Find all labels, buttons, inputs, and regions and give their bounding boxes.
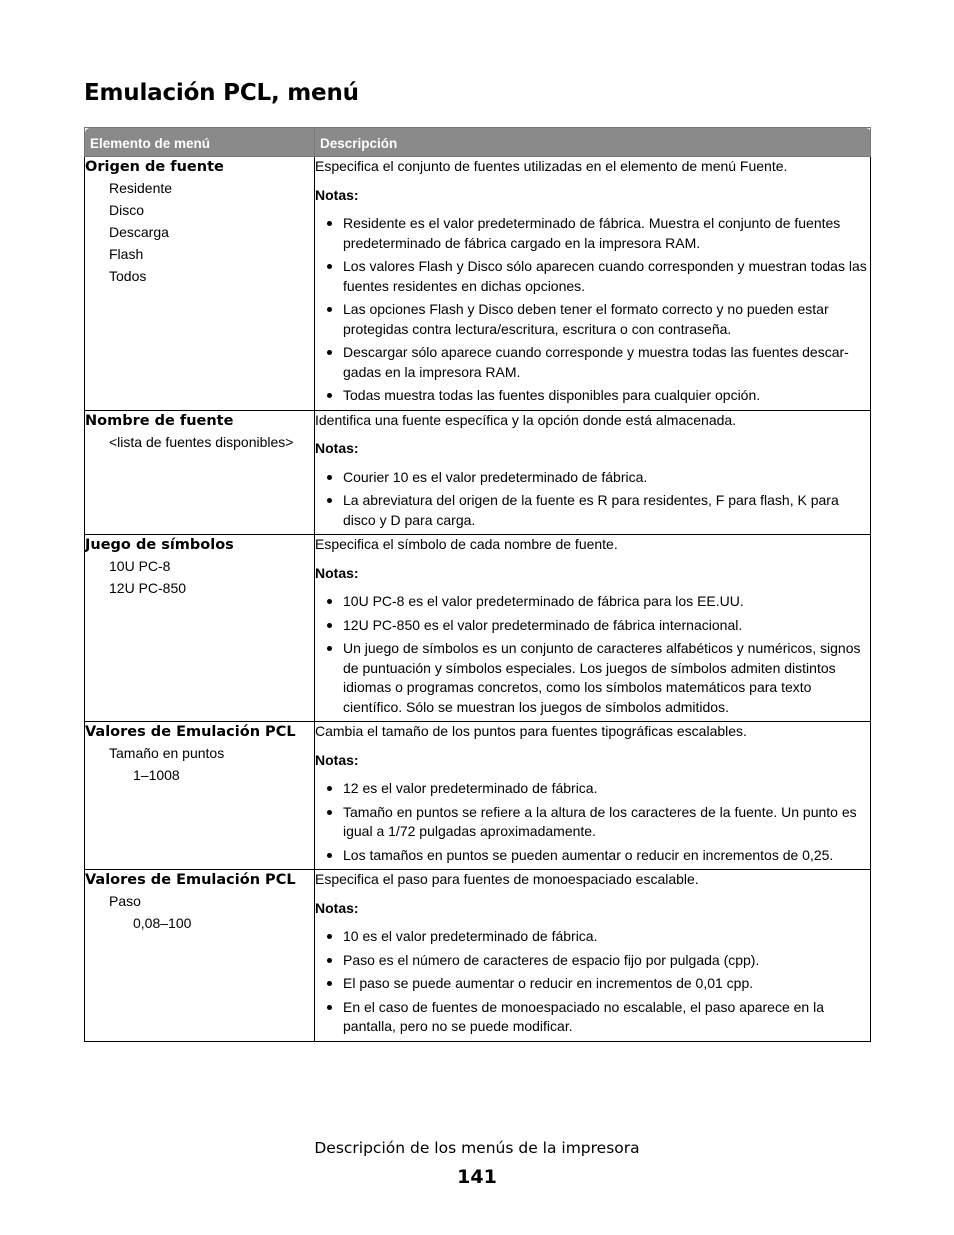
note-text: 10U PC-8 es el valor predeterminado de fábrica para los EE.UU. <box>343 593 744 609</box>
note-text: 12U PC-850 es el valor predeterminado de fábrica internacional. <box>343 616 743 633</box>
notes-list <box>315 927 870 1037</box>
bullet-icon <box>327 599 332 604</box>
description-text: Cambia el tamaño de los puntos para fuentes tipográficas escalables. <box>315 723 747 739</box>
note-text: El paso se puede aumentar o reducir en incrementos de 0,01 cpp. <box>343 975 754 991</box>
note-item <box>315 779 870 799</box>
menu-item-name: Juego de símbolos <box>85 537 234 553</box>
menu-item-name: Valores de Emulación PCL <box>85 872 296 888</box>
bullet-icon <box>327 786 332 791</box>
bullet-icon <box>327 475 332 480</box>
description-cell <box>315 157 871 411</box>
bullet-icon <box>327 350 332 355</box>
menu-item-name: Valores de Emulación PCL <box>85 724 296 740</box>
note-item <box>315 592 870 612</box>
note-item <box>315 951 870 971</box>
notes-list <box>315 592 870 717</box>
menu-option: Disco <box>109 202 145 218</box>
note-item <box>315 639 870 717</box>
note-item <box>315 846 870 866</box>
note-text: Residente es el valor predeterminado de fábrica. Muestra el conjunto de fuentes predeterminado de fábrica cargado en la impresora RAM. <box>343 215 841 251</box>
note-text: Los tamaños en puntos se pueden aumentar o reducir en incrementos de 0,25. <box>343 846 834 863</box>
table-row <box>85 722 871 870</box>
note-item <box>315 616 870 636</box>
note-item <box>315 927 870 947</box>
notes-list <box>315 779 870 865</box>
description-text: Especifica el símbolo de cada nombre de fuente. <box>315 536 618 552</box>
note-item <box>315 468 870 488</box>
bullet-icon <box>327 934 332 939</box>
menu-item-cell <box>85 410 315 535</box>
note-text: Courier 10 es el valor predeterminado de fábrica. <box>343 468 648 485</box>
notes-list <box>315 468 870 531</box>
footer-section-title: Descripción de los menús de la impresora <box>314 1139 640 1157</box>
note-text: 10 es el valor predeterminado de fábrica. <box>343 928 598 944</box>
menu-suboption: 1–1008 <box>133 767 180 783</box>
table-row <box>85 157 871 411</box>
header-description: Descripción <box>315 128 871 157</box>
page-title: Emulación PCL, menú <box>84 80 359 106</box>
table-body <box>85 157 871 1042</box>
note-item <box>315 974 870 994</box>
description-cell <box>315 870 871 1042</box>
menu-table <box>84 127 871 1042</box>
bullet-icon <box>327 307 332 312</box>
bullet-icon <box>327 1005 332 1010</box>
table-header <box>85 128 871 157</box>
bullet-icon <box>327 393 332 398</box>
bullet-icon <box>327 810 332 815</box>
note-text: En el caso de fuentes de monoespaciado no escalable, el paso aparece en la pantalla, pero no se puede modificar. <box>343 998 825 1034</box>
description-text: Especifica el paso para fuentes de monoespaciado escalable. <box>315 871 699 887</box>
note-item <box>315 257 870 296</box>
description-cell <box>315 410 871 535</box>
notes-label: Notas: <box>315 564 359 581</box>
note-text: Todas muestra todas las fuentes disponibles para cualquier opción. <box>343 387 761 403</box>
notes-label: Notas: <box>315 899 359 916</box>
menu-option: Descarga <box>109 224 169 240</box>
bullet-icon <box>327 958 332 963</box>
bullet-icon <box>327 623 332 628</box>
note-item <box>315 300 870 339</box>
menu-option: 12U PC-850 <box>109 580 187 596</box>
table-row <box>85 410 871 535</box>
note-text: La abreviatura del origen de la fuente es R para residentes, F para flash, K para disco y D para carga. <box>343 492 839 528</box>
bullet-icon <box>327 981 332 986</box>
note-item <box>315 491 870 530</box>
note-text: Paso es el número de caracteres de espacio fijo por pulgada (cpp). <box>343 951 760 968</box>
note-text: Un juego de símbolos es un conjunto de caracteres alfabéticos y numéricos, signos de puntuación y símbolos especiales. Los juegos de símbolos admiten distintos idiomas o programas concretos, como los símbolos matemáticos para texto científico. Sólo se muestran los juegos de símbolos admitidos. <box>343 640 861 715</box>
menu-item-cell <box>85 157 315 411</box>
page-number: 141 <box>457 1166 497 1188</box>
description-text: Identifica una fuente específica y la opción donde está almacenada. <box>315 411 737 428</box>
note-text: Tamaño en puntos se refiere a la altura de los caracteres de la fuente. Un punto es igual a 1/72 pulgadas aproximadamente. <box>343 803 857 839</box>
notes-label: Notas: <box>315 440 359 456</box>
note-text: Los valores Flash y Disco sólo aparecen cuando corresponden y muestran todas las fuentes residentes en dichas opciones. <box>343 258 867 294</box>
bullet-icon <box>327 853 332 858</box>
note-text: 12 es el valor predeterminado de fábrica. <box>343 780 598 796</box>
note-item <box>315 803 870 842</box>
note-item <box>315 386 870 406</box>
menu-item-cell <box>85 870 315 1042</box>
menu-option: Residente <box>109 180 173 196</box>
menu-option: Flash <box>109 246 144 262</box>
note-item <box>315 343 870 382</box>
notes-label: Notas: <box>315 751 359 768</box>
bullet-icon <box>327 221 332 226</box>
header-row <box>85 128 871 157</box>
menu-option: Paso <box>109 893 141 909</box>
menu-option: Todos <box>109 268 147 284</box>
menu-item-cell <box>85 535 315 722</box>
menu-option: <lista de fuentes disponibles> <box>109 433 294 450</box>
description-cell <box>315 722 871 870</box>
menu-suboption: 0,08–100 <box>133 915 192 931</box>
notes-list <box>315 214 870 406</box>
note-text: Descargar sólo aparece cuando corresponde y muestra todas las fuentes descar-gadas en la impresora RAM. <box>343 344 849 380</box>
menu-item-name: Origen de fuente <box>85 159 224 175</box>
menu-option: 10U PC-8 <box>109 558 171 574</box>
header-menu-item: Elemento de menú <box>85 128 315 157</box>
menu-option: Tamaño en puntos <box>109 745 225 761</box>
table-row <box>85 870 871 1042</box>
description-cell <box>315 535 871 722</box>
menu-item-name: Nombre de fuente <box>85 412 234 429</box>
notes-label: Notas: <box>315 186 359 203</box>
menu-item-cell <box>85 722 315 870</box>
note-item <box>315 998 870 1037</box>
bullet-icon <box>327 264 332 269</box>
bullet-icon <box>327 498 332 503</box>
bullet-icon <box>327 646 332 651</box>
note-item <box>315 214 870 253</box>
table-row <box>85 535 871 722</box>
note-text: Las opciones Flash y Disco deben tener el formato correcto y no pueden estar protegidas contra lectura/escritura, escritura o con contraseña. <box>343 301 829 337</box>
description-text: Especifica el conjunto de fuentes utilizadas en el elemento de menú Fuente. <box>315 158 788 174</box>
